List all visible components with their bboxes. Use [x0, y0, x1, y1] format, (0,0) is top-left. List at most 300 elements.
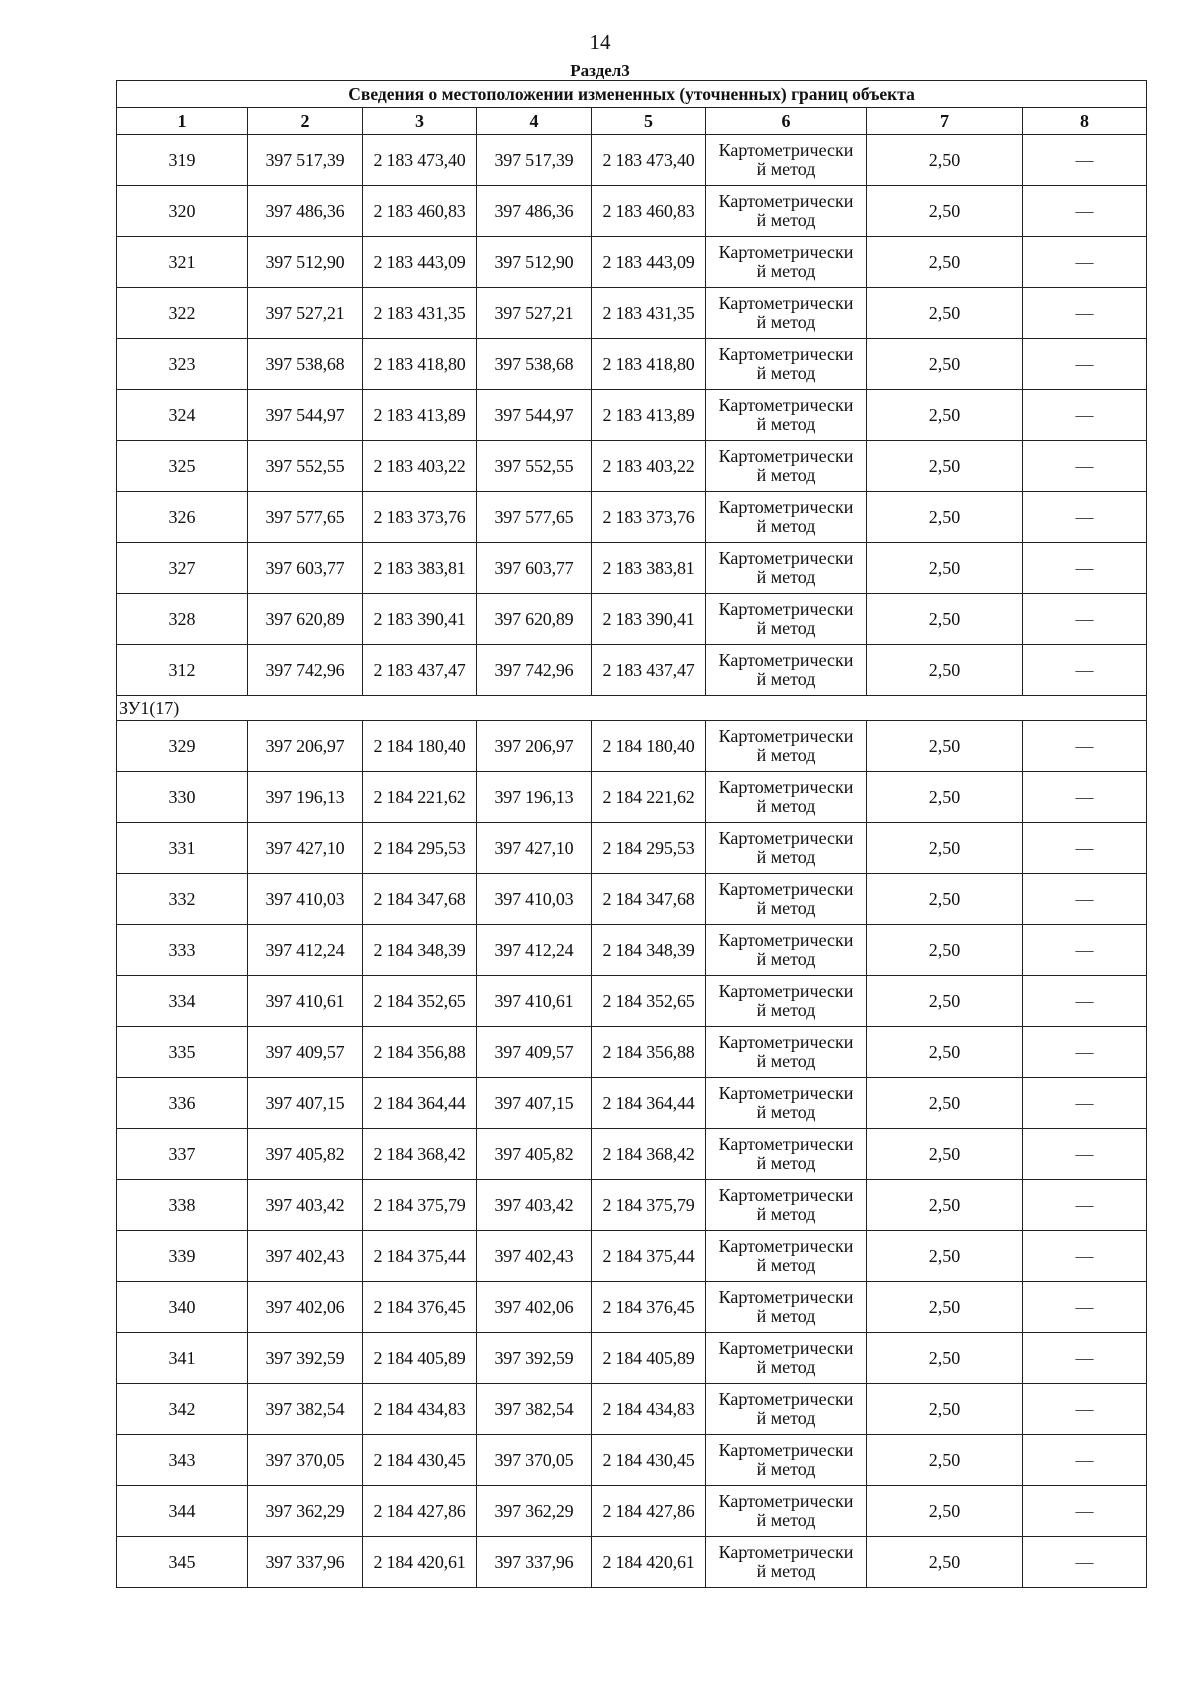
existing-x-cell: 397 362,29: [248, 1486, 363, 1537]
description-cell: —: [1023, 1435, 1147, 1486]
existing-x-cell: 397 196,13: [248, 772, 363, 823]
table-row: [117, 721, 1147, 772]
refined-y-cell: 2 184 364,44: [592, 1078, 706, 1129]
point-number-cell: 322: [117, 288, 248, 339]
method-cell: [706, 339, 867, 390]
table-row: [117, 543, 1147, 594]
method-line-1: Картометрически: [718, 497, 854, 517]
accuracy-cell: 2,50: [867, 874, 1023, 925]
existing-y-cell: 2 183 383,81: [363, 543, 477, 594]
existing-x-cell: 397 405,82: [248, 1129, 363, 1180]
existing-y-cell: 2 183 390,41: [363, 594, 477, 645]
existing-y-cell: 2 183 418,80: [363, 339, 477, 390]
method-line-1: Картометрически: [718, 726, 854, 746]
refined-y-cell: 2 184 348,39: [592, 925, 706, 976]
method-line-1: Картометрически: [718, 828, 854, 848]
table-row: [117, 823, 1147, 874]
refined-y-cell: 2 184 405,89: [592, 1333, 706, 1384]
method-line-2: й метод: [756, 516, 816, 536]
existing-x-cell: 397 486,36: [248, 186, 363, 237]
refined-y-cell: 2 183 473,40: [592, 135, 706, 186]
method-cell: [706, 1435, 867, 1486]
point-number-cell: 329: [117, 721, 248, 772]
method-line-2: й метод: [756, 312, 816, 332]
existing-y-cell: 2 184 427,86: [363, 1486, 477, 1537]
method-cell: [706, 1129, 867, 1180]
method-cell: [706, 1027, 867, 1078]
table-row: [117, 1282, 1147, 1333]
point-number-cell: 323: [117, 339, 248, 390]
refined-y-cell: 2 184 375,44: [592, 1231, 706, 1282]
description-cell: —: [1023, 390, 1147, 441]
method-cell: [706, 594, 867, 645]
accuracy-cell: 2,50: [867, 543, 1023, 594]
method-line-1: Картометрически: [718, 599, 854, 619]
table-row: [117, 772, 1147, 823]
description-cell: —: [1023, 288, 1147, 339]
method-line-1: Картометрически: [718, 548, 854, 568]
description-cell: —: [1023, 1231, 1147, 1282]
method-line-1: Картометрически: [718, 1032, 854, 1052]
existing-y-cell: 2 184 295,53: [363, 823, 477, 874]
accuracy-cell: 2,50: [867, 288, 1023, 339]
table-row: [117, 390, 1147, 441]
method-cell: [706, 288, 867, 339]
method-line-2: й метод: [756, 745, 816, 765]
method-line-1: Картометрически: [718, 1440, 854, 1460]
method-cell: [706, 135, 867, 186]
refined-y-cell: 2 183 437,47: [592, 645, 706, 696]
method-cell: [706, 976, 867, 1027]
method-cell: [706, 186, 867, 237]
accuracy-cell: 2,50: [867, 1231, 1023, 1282]
point-number-cell: 332: [117, 874, 248, 925]
existing-y-cell: 2 184 221,62: [363, 772, 477, 823]
method-line-1: Картометрически: [718, 1338, 854, 1358]
column-number: 1: [117, 108, 248, 135]
refined-y-cell: 2 183 390,41: [592, 594, 706, 645]
table-row: [117, 492, 1147, 543]
method-cell: [706, 1333, 867, 1384]
column-number: 4: [477, 108, 592, 135]
refined-y-cell: 2 183 443,09: [592, 237, 706, 288]
table-row: [117, 237, 1147, 288]
description-cell: —: [1023, 721, 1147, 772]
refined-x-cell: 397 603,77: [477, 543, 592, 594]
description-cell: —: [1023, 543, 1147, 594]
method-line-1: Картометрически: [718, 1542, 854, 1562]
description-cell: —: [1023, 976, 1147, 1027]
refined-y-cell: 2 183 403,22: [592, 441, 706, 492]
refined-x-cell: 397 410,61: [477, 976, 592, 1027]
refined-x-cell: 397 577,65: [477, 492, 592, 543]
method-line-2: й метод: [756, 1561, 816, 1581]
table-row: [117, 1435, 1147, 1486]
table-row: [117, 1027, 1147, 1078]
refined-x-cell: 397 382,54: [477, 1384, 592, 1435]
method-cell: [706, 1486, 867, 1537]
method-line-2: й метод: [756, 1255, 816, 1275]
method-line-2: й метод: [756, 1000, 816, 1020]
method-line-1: Картометрически: [718, 293, 854, 313]
existing-x-cell: 397 409,57: [248, 1027, 363, 1078]
method-cell: [706, 1180, 867, 1231]
existing-x-cell: 397 603,77: [248, 543, 363, 594]
description-cell: —: [1023, 135, 1147, 186]
accuracy-cell: 2,50: [867, 976, 1023, 1027]
existing-y-cell: 2 184 180,40: [363, 721, 477, 772]
refined-y-cell: 2 184 420,61: [592, 1537, 706, 1588]
point-number-cell: 320: [117, 186, 248, 237]
description-cell: —: [1023, 1537, 1147, 1588]
method-line-2: й метод: [756, 796, 816, 816]
method-cell: [706, 1231, 867, 1282]
column-number: 6: [706, 108, 867, 135]
refined-y-cell: 2 183 460,83: [592, 186, 706, 237]
table-row: [117, 186, 1147, 237]
accuracy-cell: 2,50: [867, 492, 1023, 543]
accuracy-cell: 2,50: [867, 1333, 1023, 1384]
existing-y-cell: 2 183 403,22: [363, 441, 477, 492]
method-line-1: Картометрически: [718, 879, 854, 899]
point-number-cell: 345: [117, 1537, 248, 1588]
refined-y-cell: 2 184 352,65: [592, 976, 706, 1027]
existing-y-cell: 2 184 376,45: [363, 1282, 477, 1333]
description-cell: —: [1023, 441, 1147, 492]
existing-x-cell: 397 742,96: [248, 645, 363, 696]
method-cell: [706, 492, 867, 543]
refined-y-cell: 2 184 347,68: [592, 874, 706, 925]
column-number: 3: [363, 108, 477, 135]
existing-x-cell: 397 337,96: [248, 1537, 363, 1588]
existing-y-cell: 2 184 364,44: [363, 1078, 477, 1129]
section-title: Раздел3: [570, 61, 630, 80]
method-line-1: Картометрически: [718, 1134, 854, 1154]
method-line-2: й метод: [756, 1204, 816, 1224]
method-line-1: Картометрически: [718, 930, 854, 950]
refined-x-cell: 397 405,82: [477, 1129, 592, 1180]
column-number-row: [117, 108, 1147, 135]
accuracy-cell: 2,50: [867, 721, 1023, 772]
existing-x-cell: 397 403,42: [248, 1180, 363, 1231]
accuracy-cell: 2,50: [867, 925, 1023, 976]
description-cell: —: [1023, 339, 1147, 390]
table-row: [117, 874, 1147, 925]
existing-y-cell: 2 183 473,40: [363, 135, 477, 186]
refined-x-cell: 397 512,90: [477, 237, 592, 288]
table-row: [117, 1384, 1147, 1435]
existing-y-cell: 2 183 431,35: [363, 288, 477, 339]
point-number-cell: 344: [117, 1486, 248, 1537]
existing-y-cell: 2 183 443,09: [363, 237, 477, 288]
refined-x-cell: 397 410,03: [477, 874, 592, 925]
method-cell: [706, 1384, 867, 1435]
method-line-2: й метод: [756, 1357, 816, 1377]
method-cell: [706, 721, 867, 772]
refined-y-cell: 2 183 383,81: [592, 543, 706, 594]
accuracy-cell: 2,50: [867, 1078, 1023, 1129]
method-line-2: й метод: [756, 159, 816, 179]
method-line-2: й метод: [756, 949, 816, 969]
point-number-cell: 335: [117, 1027, 248, 1078]
existing-y-cell: 2 184 430,45: [363, 1435, 477, 1486]
table-row: [117, 339, 1147, 390]
existing-x-cell: 397 402,43: [248, 1231, 363, 1282]
accuracy-cell: 2,50: [867, 1282, 1023, 1333]
method-line-2: й метод: [756, 847, 816, 867]
description-cell: —: [1023, 1129, 1147, 1180]
point-number-cell: 334: [117, 976, 248, 1027]
refined-y-cell: 2 184 427,86: [592, 1486, 706, 1537]
description-cell: —: [1023, 925, 1147, 976]
point-number-cell: 331: [117, 823, 248, 874]
table-row: [117, 441, 1147, 492]
method-line-1: Картометрически: [718, 650, 854, 670]
description-cell: —: [1023, 645, 1147, 696]
table-caption: Сведения о местоположении измененных (уточненных) границ объекта: [117, 81, 1147, 108]
point-number-cell: 324: [117, 390, 248, 441]
method-line-2: й метод: [756, 210, 816, 230]
method-line-1: Картометрически: [718, 1185, 854, 1205]
method-line-1: Картометрически: [718, 1083, 854, 1103]
method-line-1: Картометрически: [718, 140, 854, 160]
table-row: [117, 1180, 1147, 1231]
existing-y-cell: 2 184 420,61: [363, 1537, 477, 1588]
refined-y-cell: 2 184 434,83: [592, 1384, 706, 1435]
description-cell: —: [1023, 772, 1147, 823]
group-row: [117, 696, 1147, 721]
column-number: 8: [1023, 108, 1147, 135]
refined-x-cell: 397 407,15: [477, 1078, 592, 1129]
method-line-2: й метод: [756, 1306, 816, 1326]
refined-x-cell: 397 412,24: [477, 925, 592, 976]
method-line-2: й метод: [756, 1102, 816, 1122]
refined-x-cell: 397 742,96: [477, 645, 592, 696]
table-caption-row: [117, 81, 1147, 108]
method-line-2: й метод: [756, 1408, 816, 1428]
description-cell: —: [1023, 1333, 1147, 1384]
description-cell: —: [1023, 823, 1147, 874]
description-cell: —: [1023, 237, 1147, 288]
existing-x-cell: 397 410,61: [248, 976, 363, 1027]
existing-y-cell: 2 184 375,44: [363, 1231, 477, 1282]
description-cell: —: [1023, 1078, 1147, 1129]
method-cell: [706, 925, 867, 976]
refined-y-cell: 2 184 356,88: [592, 1027, 706, 1078]
description-cell: —: [1023, 1027, 1147, 1078]
method-line-2: й метод: [756, 567, 816, 587]
accuracy-cell: 2,50: [867, 645, 1023, 696]
method-cell: [706, 1282, 867, 1333]
point-number-cell: 336: [117, 1078, 248, 1129]
method-cell: [706, 441, 867, 492]
method-cell: [706, 1078, 867, 1129]
accuracy-cell: 2,50: [867, 1537, 1023, 1588]
accuracy-cell: 2,50: [867, 339, 1023, 390]
method-line-2: й метод: [756, 1153, 816, 1173]
refined-x-cell: 397 206,97: [477, 721, 592, 772]
point-number-cell: 326: [117, 492, 248, 543]
table-row: [117, 1486, 1147, 1537]
method-line-1: Картометрически: [718, 446, 854, 466]
existing-x-cell: 397 512,90: [248, 237, 363, 288]
table-row: [117, 976, 1147, 1027]
method-line-1: Картометрически: [718, 1491, 854, 1511]
refined-y-cell: 2 183 431,35: [592, 288, 706, 339]
refined-y-cell: 2 183 418,80: [592, 339, 706, 390]
description-cell: —: [1023, 1282, 1147, 1333]
existing-y-cell: 2 184 368,42: [363, 1129, 477, 1180]
column-number: 2: [248, 108, 363, 135]
existing-x-cell: 397 527,21: [248, 288, 363, 339]
method-line-2: й метод: [756, 618, 816, 638]
method-line-2: й метод: [756, 414, 816, 434]
accuracy-cell: 2,50: [867, 823, 1023, 874]
group-label: ЗУ1(17): [117, 696, 1147, 721]
existing-x-cell: 397 427,10: [248, 823, 363, 874]
existing-x-cell: 397 544,97: [248, 390, 363, 441]
point-number-cell: 341: [117, 1333, 248, 1384]
point-number-cell: 321: [117, 237, 248, 288]
refined-x-cell: 397 403,42: [477, 1180, 592, 1231]
table-row: [117, 1129, 1147, 1180]
refined-y-cell: 2 184 295,53: [592, 823, 706, 874]
point-number-cell: 328: [117, 594, 248, 645]
existing-x-cell: 397 577,65: [248, 492, 363, 543]
description-cell: —: [1023, 1180, 1147, 1231]
method-line-2: й метод: [756, 465, 816, 485]
point-number-cell: 342: [117, 1384, 248, 1435]
refined-x-cell: 397 370,05: [477, 1435, 592, 1486]
method-line-1: Картометрически: [718, 344, 854, 364]
column-number: 7: [867, 108, 1023, 135]
table-row: [117, 594, 1147, 645]
table-row: [117, 1537, 1147, 1588]
refined-x-cell: 397 544,97: [477, 390, 592, 441]
accuracy-cell: 2,50: [867, 441, 1023, 492]
refined-x-cell: 397 486,36: [477, 186, 592, 237]
table-row: [117, 135, 1147, 186]
accuracy-cell: 2,50: [867, 1486, 1023, 1537]
accuracy-cell: 2,50: [867, 1384, 1023, 1435]
refined-x-cell: 397 402,06: [477, 1282, 592, 1333]
description-cell: —: [1023, 186, 1147, 237]
existing-x-cell: 397 620,89: [248, 594, 363, 645]
method-cell: [706, 237, 867, 288]
method-line-2: й метод: [756, 1051, 816, 1071]
existing-y-cell: 2 183 413,89: [363, 390, 477, 441]
refined-x-cell: 397 392,59: [477, 1333, 592, 1384]
existing-y-cell: 2 183 460,83: [363, 186, 477, 237]
method-line-2: й метод: [756, 1510, 816, 1530]
description-cell: —: [1023, 492, 1147, 543]
table-row: [117, 645, 1147, 696]
refined-y-cell: 2 183 373,76: [592, 492, 706, 543]
method-line-2: й метод: [756, 898, 816, 918]
description-cell: —: [1023, 594, 1147, 645]
method-line-2: й метод: [756, 261, 816, 281]
table-row: [117, 288, 1147, 339]
refined-y-cell: 2 184 368,42: [592, 1129, 706, 1180]
table-row: [117, 1078, 1147, 1129]
table-row: [117, 1231, 1147, 1282]
refined-y-cell: 2 183 413,89: [592, 390, 706, 441]
accuracy-cell: 2,50: [867, 1129, 1023, 1180]
point-number-cell: 325: [117, 441, 248, 492]
method-line-2: й метод: [756, 669, 816, 689]
refined-y-cell: 2 184 375,79: [592, 1180, 706, 1231]
refined-x-cell: 397 402,43: [477, 1231, 592, 1282]
accuracy-cell: 2,50: [867, 390, 1023, 441]
existing-y-cell: 2 184 348,39: [363, 925, 477, 976]
method-line-2: й метод: [756, 363, 816, 383]
column-number: 5: [592, 108, 706, 135]
method-line-1: Картометрически: [718, 1389, 854, 1409]
method-line-1: Картометрически: [718, 981, 854, 1001]
table-body: [117, 81, 1147, 1588]
boundary-coordinates-table: [116, 80, 1147, 1588]
point-number-cell: 327: [117, 543, 248, 594]
existing-y-cell: 2 184 347,68: [363, 874, 477, 925]
existing-y-cell: 2 184 434,83: [363, 1384, 477, 1435]
refined-x-cell: 397 538,68: [477, 339, 592, 390]
existing-y-cell: 2 184 352,65: [363, 976, 477, 1027]
existing-x-cell: 397 206,97: [248, 721, 363, 772]
method-line-1: Картометрически: [718, 1287, 854, 1307]
existing-x-cell: 397 517,39: [248, 135, 363, 186]
page-number: 14: [589, 30, 611, 54]
method-line-1: Картометрически: [718, 395, 854, 415]
refined-y-cell: 2 184 180,40: [592, 721, 706, 772]
refined-x-cell: 397 620,89: [477, 594, 592, 645]
method-cell: [706, 543, 867, 594]
point-number-cell: 338: [117, 1180, 248, 1231]
refined-x-cell: 397 362,29: [477, 1486, 592, 1537]
point-number-cell: 333: [117, 925, 248, 976]
point-number-cell: 339: [117, 1231, 248, 1282]
existing-y-cell: 2 183 373,76: [363, 492, 477, 543]
refined-y-cell: 2 184 376,45: [592, 1282, 706, 1333]
method-line-1: Картометрически: [718, 242, 854, 262]
accuracy-cell: 2,50: [867, 1027, 1023, 1078]
table-row: [117, 925, 1147, 976]
point-number-cell: 330: [117, 772, 248, 823]
table-row: [117, 1333, 1147, 1384]
point-number-cell: 343: [117, 1435, 248, 1486]
method-cell: [706, 874, 867, 925]
existing-y-cell: 2 183 437,47: [363, 645, 477, 696]
refined-x-cell: 397 409,57: [477, 1027, 592, 1078]
method-line-1: Картометрически: [718, 1236, 854, 1256]
description-cell: —: [1023, 874, 1147, 925]
method-line-2: й метод: [756, 1459, 816, 1479]
existing-x-cell: 397 402,06: [248, 1282, 363, 1333]
accuracy-cell: 2,50: [867, 186, 1023, 237]
existing-y-cell: 2 184 356,88: [363, 1027, 477, 1078]
existing-y-cell: 2 184 375,79: [363, 1180, 477, 1231]
description-cell: —: [1023, 1384, 1147, 1435]
point-number-cell: 340: [117, 1282, 248, 1333]
method-cell: [706, 390, 867, 441]
point-number-cell: 319: [117, 135, 248, 186]
method-line-1: Картометрически: [718, 777, 854, 797]
refined-x-cell: 397 552,55: [477, 441, 592, 492]
method-cell: [706, 823, 867, 874]
existing-x-cell: 397 392,59: [248, 1333, 363, 1384]
refined-x-cell: 397 337,96: [477, 1537, 592, 1588]
method-cell: [706, 772, 867, 823]
refined-x-cell: 397 527,21: [477, 288, 592, 339]
